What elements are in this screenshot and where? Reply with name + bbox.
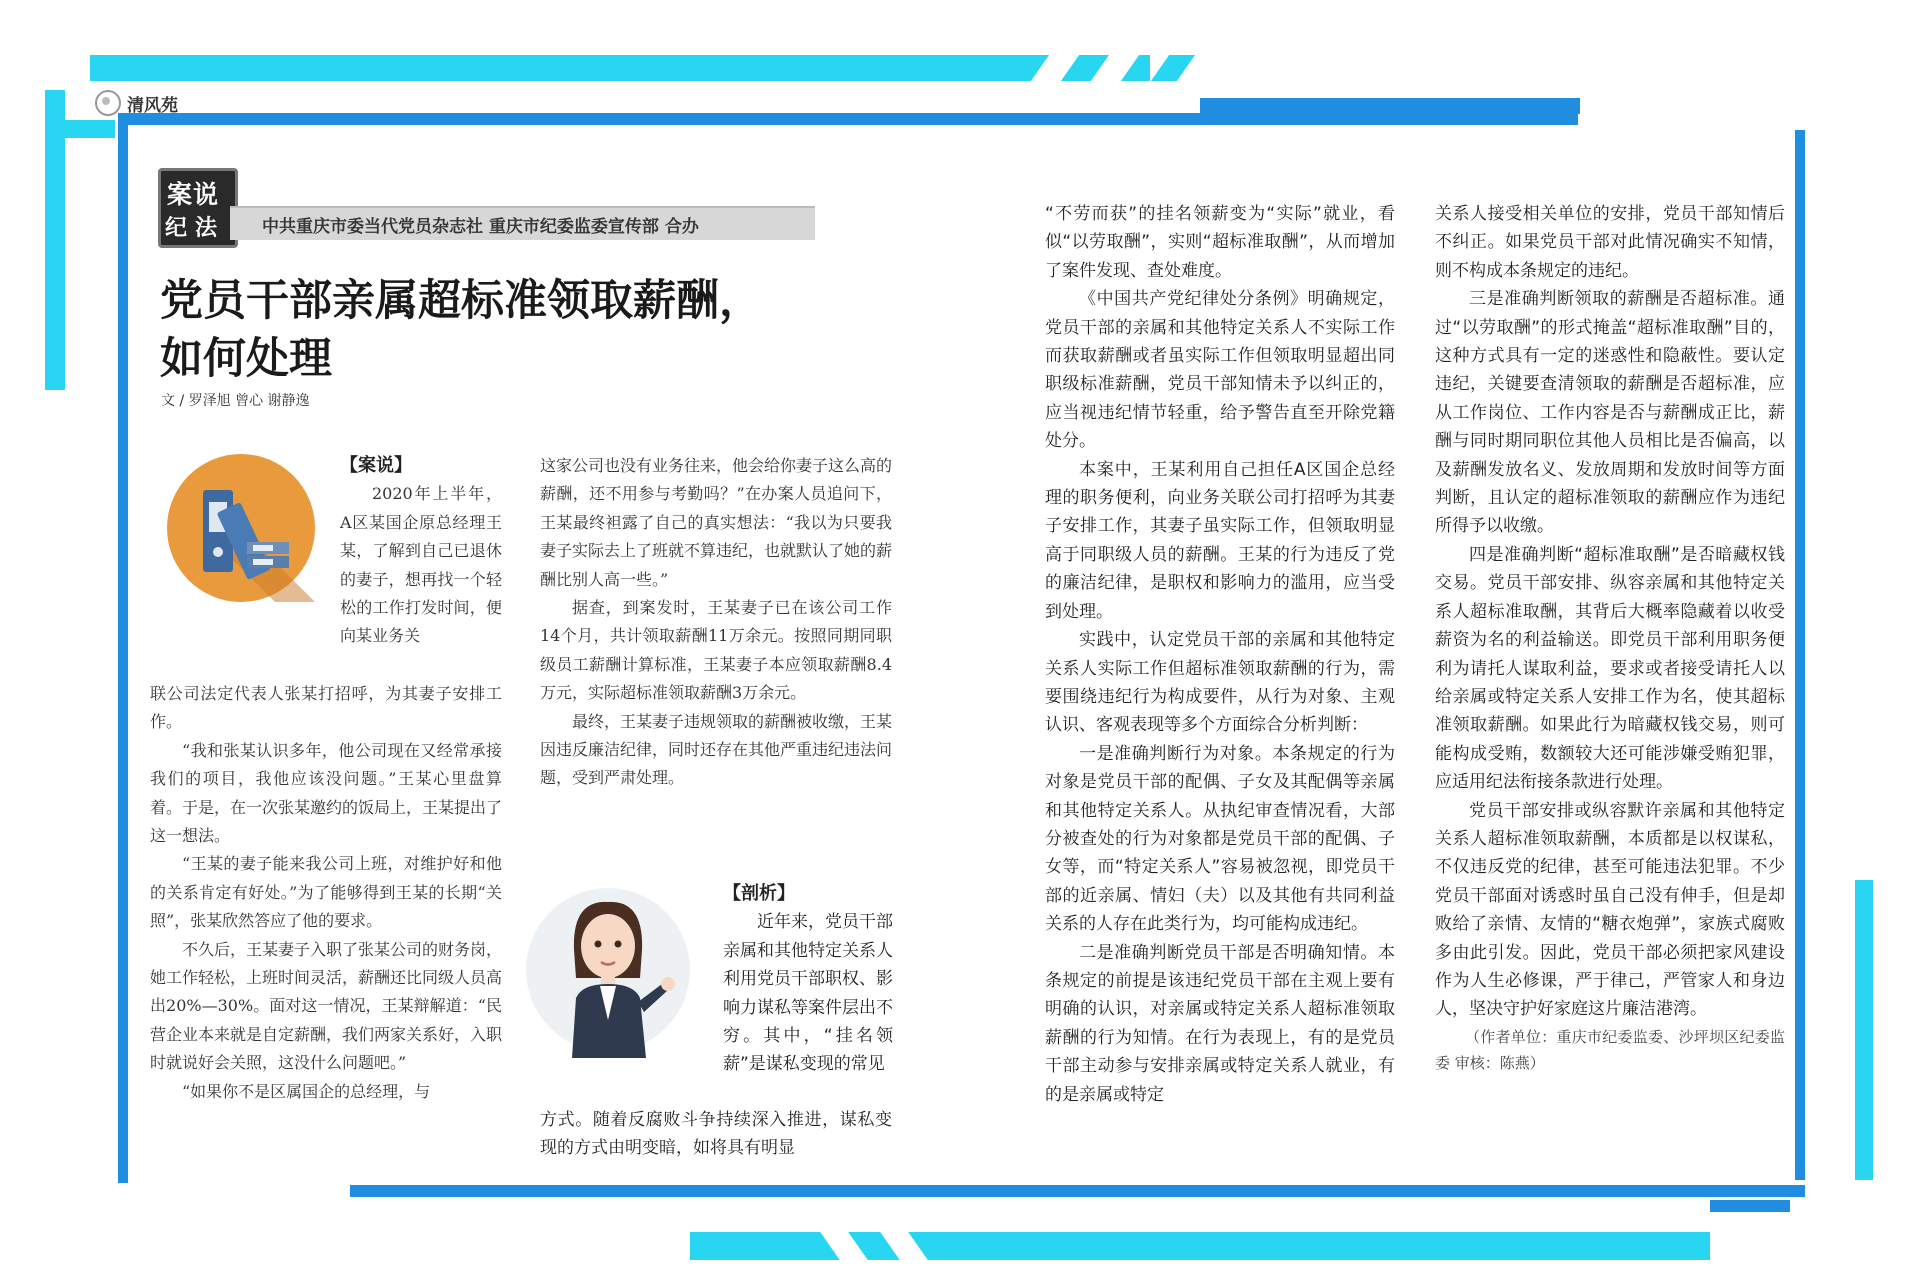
logo-line-2: 纪法 [165, 215, 226, 241]
frame-left-blue-line [118, 113, 128, 1183]
analysis-column-3 [1045, 200, 1395, 1109]
case-paragraph-1-end: 联公司法定代表人张某打招呼，为其妻子安排工作。 [150, 684, 502, 732]
col3-paragraph-2: 《中国共产党纪律处分条例》明确规定，党员干部的亲属和其他特定关系人不实际工作而获取薪酬或者虽实际工作但领取明显超出同职级标准薪酬，党员干部知情未予以纠正的，应当视违纪情节轻重，给予警告直至开除党籍处分。 [1045, 289, 1395, 452]
seal-icon [95, 90, 121, 116]
title-line-2: 如何处理 [160, 334, 332, 384]
col4-paragraph-3: 四是准确判断“超标准取酬”是否暗藏权钱交易。党员干部安排、纵容亲属和其他特定关系人超标准取酬，其背后大概率隐藏着以收受薪资为名的利益输送。即党员干部利用职务便利为请托人谋取利益，要求或者接受请托人以给亲属或特定关系人安排工作为名，使其超标准领取薪酬。如果此行为暗藏权钱交易，则可能构成受贿，数额较大还可能涉嫌受贿犯罪，应适用纪法衔接条款进行处理。 [1435, 544, 1785, 793]
case-paragraph-1-start: 2020年上半年，A区某国企原总经理王某，了解到自己已退休的妻子，想再找一个轻松的工作打发时间，便向某业务关 [340, 484, 502, 646]
frame-top-blue-tab [1200, 98, 1580, 114]
case-paragraph-4: 不久后，王某妻子入职了张某公司的财务岗，她工作轻松，上班时间灵活，薪酬还比同级人员高出20%—30%。面对这一情况，王某辩解道：“民营企业本来就是自定薪酬，我们两家关系好，入职时就说好会关照，这没什么问题吧。” [150, 939, 503, 1073]
case-top-text [340, 452, 502, 651]
case-paragraph-5-end: 这家公司也没有业务往来，他会给你妻子这么高的薪酬，还不用参与考勤吗？”在办案人员追问下，王某最终袒露了自己的真实想法：“我以为只要我妻子实际去上了班就不算违纪，也就默认了她的薪酬比别人高一些。” [540, 456, 893, 589]
frame-top-cyan-bar [90, 55, 1150, 81]
frame-right-cyan-bar [1855, 880, 1873, 1180]
case-paragraph-3: “王某的妻子能来我公司上班，对维护好和他的关系肯定有好处。”为了能够得到王某的长期“关照”，张某欣然答应了他的要求。 [150, 854, 502, 931]
frame-top-stripe-3 [1151, 55, 1195, 81]
frame-bottom-blue-line [350, 1185, 1805, 1197]
analysis-paragraph-1-start: 近年来，党员干部亲属和其他特定关系人利用党员干部职权、影响力谋私等案件层出不穷。其中，“挂名领薪”是谋私变现的常见 [723, 912, 893, 1075]
section-name: 清风苑 [127, 95, 178, 116]
article-title [160, 272, 762, 388]
col4-paragraph-4: 党员干部安排或纵容默许亲属和其他特定关系人超标准领取薪酬，本质都是以权谋私，不仅违反党的纪律，甚至可能违法犯罪。不少党员干部面对诱惑时虽自己没有伸手，但是却败给了亲情、友情的“糖衣炮弹”，家族式腐败多由此引发。因此，党员干部必须把家风建设作为人生必修课，严于律己，严管家人和身边人，坚决守护好家庭这片廉洁港湾。 [1435, 800, 1785, 1020]
case-paragraph-6: 据查，到案发时，王某妻子已在该公司工作14个月，共计领取薪酬11万余元。按照同期同职级员工薪酬计算标准，王某妻子本应领取薪酬8.4万元，实际超标准领取薪酬3万余元。 [540, 598, 892, 703]
logo-line-1: 案说 [167, 180, 220, 209]
column-logo [158, 168, 238, 248]
analysis-bottom-text [540, 1106, 892, 1163]
col4-paragraph-1: 关系人接受相关单位的安排，党员干部知情后不纠正。如果党员干部对此情况确实不知情，则不构成本条规定的违纪。 [1435, 204, 1785, 281]
col3-paragraph-3: 本案中，王某利用自己担任A区国企总经理的职务便利，向业务关联公司打招呼为其妻子安排工作，其妻子虽实际工作，但领取明显高于同职级人员的薪酬。王某的行为违反了党的廉洁纪律，是职权和影响力的滥用，应当受到处理。 [1045, 459, 1395, 622]
binder-files-icon [165, 452, 317, 604]
author-note: （作者单位：重庆市纪委监委、沙坪坝区纪委监委 审核：陈燕） [1435, 1027, 1785, 1072]
woman-presenter-illustration [522, 880, 694, 1060]
col3-paragraph-6: 二是准确判断党员干部是否明确知情。本条规定的前提是该违纪党员干部在主观上要有明确的认识，对亲属或特定关系人超标准领取薪酬的行为知情。在行为表现上，有的是党员干部主动参与安排亲属或特定关系人就业，有的是亲属或特定 [1045, 942, 1395, 1105]
frame-top-blue-line [118, 113, 1578, 125]
analysis-top-text [723, 880, 893, 1079]
frame-bottom-right-blue [1710, 1200, 1790, 1212]
analysis-paragraph-1-mid: 方式。随着反腐败斗争持续深入推进，谋私变现的方式由明变暗，如将具有明显 [540, 1110, 892, 1159]
case-column-1 [150, 680, 502, 1106]
col3-paragraph-1: “不劳而获”的挂名领薪变为“实际”就业，看似“以劳取酬”，实则“超标准取酬”，从而增加了案件发现、查处难度。 [1045, 204, 1395, 281]
organizers-bar [230, 206, 815, 240]
case-paragraph-2: “我和张某认识多年，他公司现在又经常承接我们的项目，我他应该没问题。”王某心里盘算着。于是，在一次张某邀约的饭局上，王某提出了这一想法。 [150, 740, 503, 846]
analysis-column-4 [1435, 200, 1785, 1076]
organizers-text: 中共重庆市委当代党员杂志社 重庆市纪委监委宣传部 合办 [262, 216, 699, 237]
section-header [95, 90, 178, 116]
case-column-2 [540, 452, 892, 793]
byline: 文 / 罗泽旭 曾心 谢静逸 [161, 393, 310, 409]
case-paragraph-5-start: “如果你不是区属国企的总经理，与 [182, 1081, 431, 1101]
frame-right-blue-line [1795, 130, 1805, 1180]
col4-paragraph-2: 三是准确判断领取的薪酬是否超标准。通过“以劳取酬”的形式掩盖“超标准取酬”目的，这种方式具有一定的迷惑性和隐蔽性。要认定违纪，关键要查清领取的薪酬是否超标准，应从工作岗位、工作内容是否与薪酬成正比，薪酬与同时期同职位其他人员相比是否偏高，以及薪酬发放名义、发放周期和发放时间等方面判断，且认定的超标准领取的薪酬应作为违纪所得予以收缴。 [1435, 289, 1785, 537]
title-line-1: 党员干部亲属超标准领取薪酬， [160, 276, 762, 326]
col3-paragraph-5: 一是准确判断行为对象。本条规定的行为对象是党员干部的配偶、子女及其配偶等亲属和其他特定关系人。从执纪审查情况看，大部分被查处的行为对象都是党员干部的配偶、子女等，而“特定关系人”容易被忽视，即党员干部的近亲属、情妇（夫）以及其他有共同利益关系的人存在此类行为，均可能构成违纪。 [1045, 743, 1395, 935]
col3-paragraph-4: 实践中，认定党员干部的亲属和其他特定关系人实际工作但超标准领取薪酬的行为，需要围绕违纪行为构成要件，从行为对象、主观认识、客观表现等多个方面综合分析判断： [1045, 630, 1395, 736]
case-heading: 【案说】 [340, 455, 412, 476]
analysis-heading: 【剖析】 [723, 883, 795, 904]
frame-left-cyan-notch [45, 120, 115, 138]
case-paragraph-7: 最终，王某妻子违规领取的薪酬被收缴，王某因违反廉洁纪律，同时还存在其他严重违纪违法问题，受到严肃处理。 [540, 711, 893, 788]
